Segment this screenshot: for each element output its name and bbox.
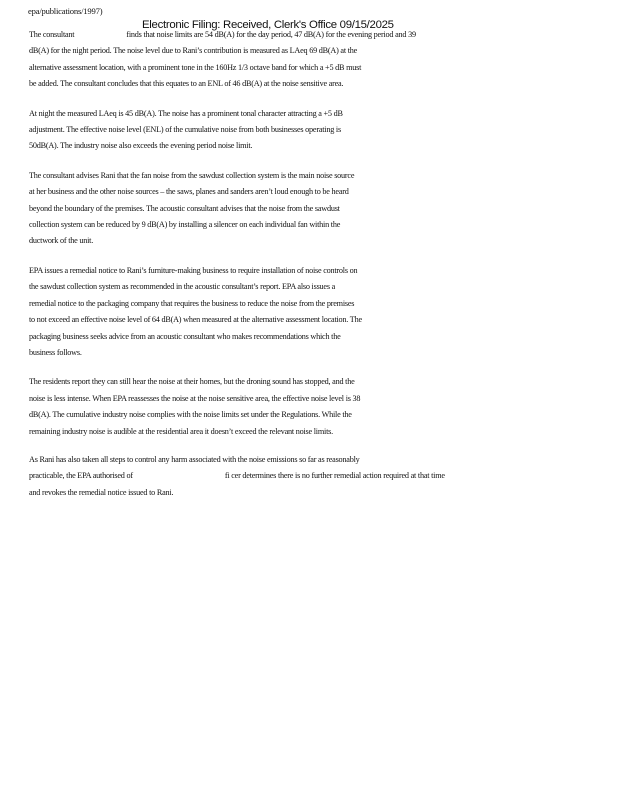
text-line: As Rani has also taken all steps to control any harm associated with the noise emissions so far as reasonably [29, 454, 360, 464]
text-line: At night the measured LAeq is 45 dB(A). The noise has a prominent tonal character attracting a +5 dB [29, 108, 343, 118]
text-segment: practicable, the EPA authorised of [29, 471, 133, 481]
filing-stamp: Electronic Filing: Received, Clerk's Office 09/15/2025 [142, 19, 394, 31]
text-line: EPA issues a remedial notice to Rani’s furniture-making business to require installation of noise controls on [29, 265, 358, 275]
text-line: alternative assessment location, with a prominent tone in the 160Hz 1/3 octave band for which a +5 dB must [29, 62, 362, 72]
text-line: beyond the boundary of the premises. The acoustic consultant advises that the noise from the sawdust [29, 203, 340, 213]
text-line: remedial notice to the packaging company that requires the business to reduce the noise from the premises [29, 298, 355, 308]
text-line: be added. The consultant concludes that this equates to an ENL of 46 dB(A) at the noise sensitive area. [29, 79, 344, 89]
text-line: packaging business seeks advice from an acoustic consultant who makes recommendations which the [29, 331, 341, 341]
paragraph-residents-report [29, 374, 469, 440]
paragraph-noise-limits [29, 27, 469, 93]
text-line: the sawdust collection system as recommended in the acoustic consultant’s report. EPA also issues a [29, 282, 336, 292]
text-segment: fi cer determines there is no further remedial action required at that time [224, 471, 445, 481]
text-line [29, 468, 469, 484]
text-segment: finds that noise limits are 54 dB(A) for the day period, 47 dB(A) for the evening period and 39 [126, 30, 416, 39]
text-line: dB(A). The cumulative industry noise complies with the noise limits set under the Regulations. While the [29, 410, 352, 420]
document-body [29, 27, 469, 514]
paragraph-remedial-notices [29, 263, 469, 361]
header-path-fragment: epa/publications/1997) [28, 6, 103, 16]
text-line: to not exceed an effective noise level of 64 dB(A) when measured at the alternative assessment location. The [29, 315, 362, 325]
paragraph-revocation [29, 452, 469, 501]
text-line: collection system can be reduced by 9 dB(A) by installing a silencer on each individual fan within the [29, 220, 341, 230]
text-segment: The consultant [29, 30, 75, 39]
text-line: ductwork of the unit. [29, 236, 94, 246]
text-line: remaining industry noise is audible at the residential area it doesn’t exceed the relevant noise limits. [29, 426, 333, 436]
text-line: dB(A) for the night period. The noise level due to Rani’s contribution is measured as LAeq 69 dB(A) at the [29, 46, 358, 56]
paragraph-night-measurement [29, 106, 469, 155]
text-line: The consultant advises Rani that the fan noise from the sawdust collection system is the main noise source [29, 170, 355, 180]
text-line: 50dB(A). The industry noise also exceeds the evening period noise limit. [29, 141, 253, 151]
text-line: noise is less intense. When EPA reassesses the noise at the noise sensitive area, the effective noise level is 38 [29, 393, 361, 403]
text-line: business follows. [29, 347, 82, 357]
text-line: adjustment. The effective noise level (ENL) of the cumulative noise from both businesses operating is [29, 125, 341, 135]
paragraph-consultant-advice [29, 168, 469, 250]
text-line: The residents report they can still hear the noise at their homes, but the droning sound has stopped, and the [29, 377, 355, 387]
text-line [29, 27, 469, 43]
text-line: and revokes the remedial notice issued to Rani. [29, 487, 174, 497]
text-line: at her business and the other noise sources – the saws, planes and sanders aren’t loud enough to be heard [29, 187, 349, 197]
